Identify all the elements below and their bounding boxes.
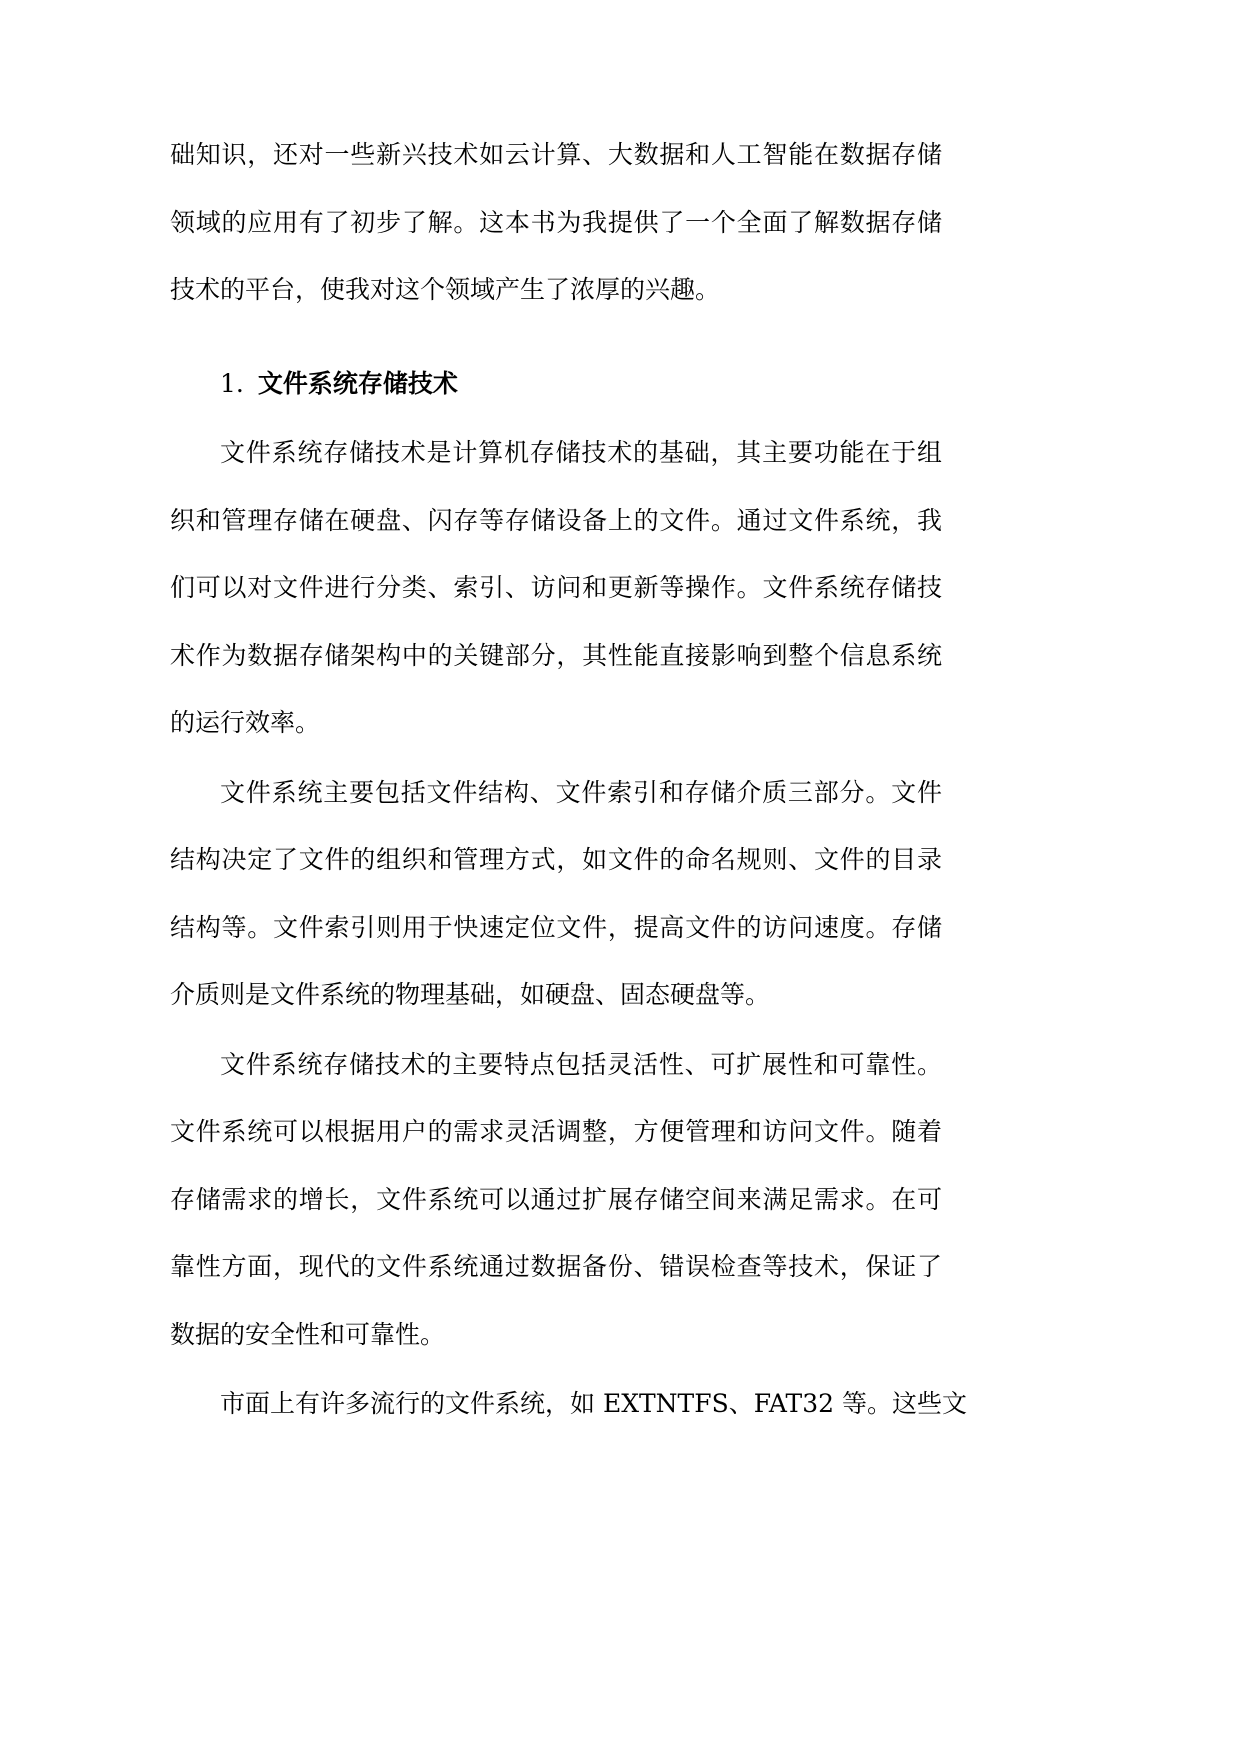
paragraph-line: 的运行效率。 [170, 708, 321, 737]
paragraph-line: 技术的平台，使我对这个领域产生了浓厚的兴趣。 [170, 275, 721, 304]
document-body [170, 121, 967, 1438]
heading-title: 文件系统存储技术 [257, 368, 458, 398]
paragraph-line: 础知识，还对一些新兴技术如云计算、大数据和人工智能在数据存储 [170, 140, 942, 169]
paragraph-line: 领域的应用有了初步了解。这本书为我提供了一个全面了解数据存储 [170, 207, 942, 237]
paragraph-line: 存储需求的增长，文件系统可以通过扩展存储空间来满足需求。在可 [170, 1184, 942, 1214]
paragraph-line: 数据的安全性和可靠性。 [170, 1319, 446, 1349]
paragraph [170, 419, 942, 757]
heading-number: 1. [220, 368, 244, 398]
section-heading [170, 350, 942, 418]
paragraph-line: 文件系统主要包括文件结构、文件索引和存储介质三部分。文件 [220, 777, 942, 807]
paragraph [170, 1031, 942, 1369]
paragraph-line: 结构等。文件索引则用于快速定位文件，提高文件的访问速度。存储 [170, 912, 942, 942]
paragraph-line: 们可以对文件进行分类、索引、访问和更新等操作。文件系统存储技 [170, 573, 942, 602]
paragraph-line: 文件系统存储技术是计算机存储技术的基础，其主要功能在于组 [220, 438, 942, 467]
paragraph-line: 文件系统可以根据用户的需求灵活调整，方便管理和访问文件。随着 [170, 1117, 942, 1146]
paragraph-line: 织和管理存储在硬盘、闪存等存储设备上的文件。通过文件系统，我 [170, 505, 942, 535]
paragraph-line: 术作为数据存储架构中的关键部分，其性能直接影响到整个信息系统 [170, 640, 942, 670]
paragraph-line: 结构决定了文件的组织和管理方式，如文件的命名规则、文件的目录 [170, 845, 942, 874]
paragraph-continued [170, 121, 942, 324]
paragraph [170, 1370, 967, 1438]
paragraph-line: 市面上有许多流行的文件系统，如 EXTNTFS、FAT32 等。这些文 [220, 1389, 967, 1418]
paragraph-line: 文件系统存储技术的主要特点包括灵活性、可扩展性和可靠性。 [220, 1049, 942, 1079]
paragraph-line: 介质则是文件系统的物理基础，如硬盘、固态硬盘等。 [170, 980, 771, 1009]
paragraph-line: 靠性方面，现代的文件系统通过数据备份、错误检查等技术，保证了 [170, 1252, 942, 1281]
paragraph [170, 759, 942, 1029]
